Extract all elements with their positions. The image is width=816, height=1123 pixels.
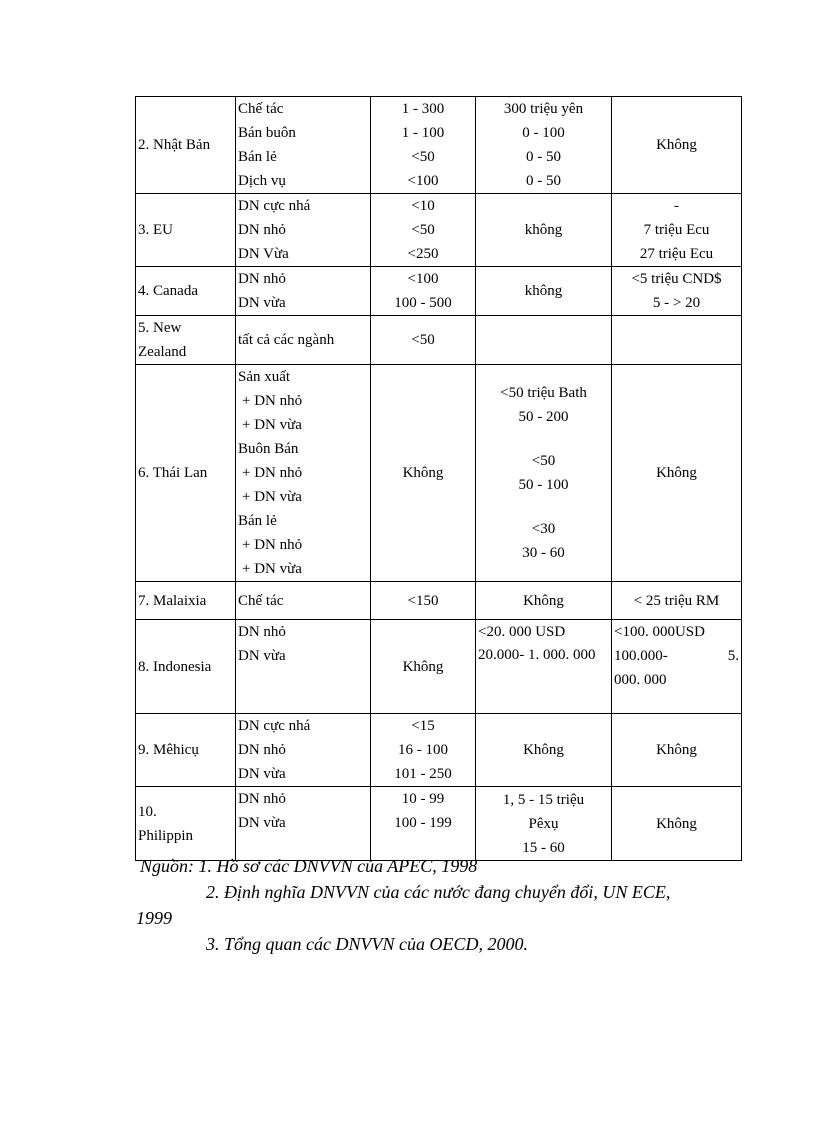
employees-value: <250 — [407, 246, 439, 262]
table-row — [136, 714, 742, 787]
country-cell — [136, 267, 236, 316]
country-name: 3. EU — [138, 222, 173, 238]
sector-label: tất cả các ngành — [238, 332, 335, 348]
employees-cell — [371, 316, 476, 365]
sector-label: Bán buôn — [238, 125, 296, 141]
turnover-value: < 25 triệu RM — [633, 592, 720, 609]
capital-value: 30 - 60 — [522, 545, 565, 561]
employees-value: 16 - 100 — [398, 742, 448, 758]
turnover-cell — [612, 194, 742, 267]
sector-cell — [236, 97, 371, 194]
sector-label: DN cực nhá — [238, 198, 311, 214]
sector-label: Sản xuất — [238, 369, 291, 385]
sector-cell — [236, 267, 371, 316]
capital-value: không — [524, 283, 563, 299]
capital-value: không — [524, 222, 563, 238]
table-row — [136, 620, 742, 714]
capital-cell — [476, 316, 612, 365]
turnover-value: <100. 000USD — [614, 624, 705, 640]
sector-label: Chế tác — [238, 101, 284, 117]
capital-cell — [476, 267, 612, 316]
employees-value: <15 — [411, 718, 435, 734]
turnover-value: <5 triệu CND$ — [631, 271, 722, 287]
employees-value: 101 - 250 — [394, 766, 452, 782]
employees-value: 1 - 100 — [401, 125, 445, 141]
table-row — [136, 267, 742, 316]
capital-value: 0 - 50 — [526, 173, 561, 189]
turnover-value: - — [674, 198, 679, 214]
turnover-range — [614, 644, 739, 668]
source-line: 3. Tổng quan các DNVVN của OECD, 2000. — [206, 934, 528, 954]
sector-label: Bán lẻ — [238, 149, 277, 165]
sector-label: DN vừa — [238, 766, 286, 782]
source-line: Nguồn: 1. Hồ sơ các DNVVN của APEC, 1998 — [140, 856, 478, 876]
sector-cell — [236, 316, 371, 365]
turnover-cell — [612, 97, 742, 194]
country-cell — [136, 97, 236, 194]
capital-value: 15 - 60 — [522, 839, 565, 856]
country-name: 10. — [138, 803, 157, 820]
sector-label: + DN nhỏ — [242, 465, 303, 481]
table-row — [136, 194, 742, 267]
sector-label: + DN vừa — [242, 489, 302, 505]
turnover-cell — [612, 365, 742, 582]
turnover-value: Không — [656, 465, 697, 481]
country-cell — [136, 582, 236, 620]
spacer — [478, 497, 609, 517]
capital-cell — [476, 194, 612, 267]
employees-value: <100 — [407, 271, 439, 287]
sector-label: DN nhỏ — [238, 271, 286, 287]
country-cell — [136, 714, 236, 787]
sector-label: Bán lẻ — [238, 513, 277, 529]
capital-value: Không — [523, 742, 564, 758]
capital-value: <20. 000 USD — [478, 624, 566, 640]
source-line: 2. Định nghĩa DNVVN của các nước đang chuyển đổi, UN ECE, — [206, 882, 671, 902]
capital-value: 20.000- 1. 000. 000 — [478, 647, 596, 663]
capital-cell — [476, 787, 612, 861]
country-cell — [136, 316, 236, 365]
table-row — [136, 582, 742, 620]
sme-definition-table — [135, 96, 742, 861]
turnover-cell — [612, 582, 742, 620]
capital-cell — [476, 582, 612, 620]
sector-cell — [236, 714, 371, 787]
turnover-value: 5. — [727, 648, 739, 664]
country-name: 4. Canada — [138, 283, 198, 299]
country-name: 6. Thái Lan — [138, 465, 208, 481]
sector-label: DN vừa — [238, 648, 286, 664]
employees-value: <50 — [411, 222, 435, 238]
capital-value: 50 - 200 — [518, 409, 569, 425]
employees-cell — [371, 582, 476, 620]
country-name: Zealand — [138, 344, 187, 360]
sector-label: Buôn Bán — [238, 441, 299, 457]
employees-cell — [371, 97, 476, 194]
turnover-cell — [612, 267, 742, 316]
sector-label: DN vừa — [238, 295, 286, 311]
turnover-value: 27 triệu Ecu — [639, 246, 714, 262]
capital-cell — [476, 620, 612, 714]
sector-label: DN vừa — [238, 815, 286, 831]
employees-value: <50 — [411, 149, 435, 165]
employees-cell — [371, 714, 476, 787]
employees-cell — [371, 365, 476, 582]
country-cell — [136, 365, 236, 582]
sector-label: + DN vừa — [242, 561, 302, 577]
employees-value: 100 - 500 — [394, 295, 452, 311]
table-row — [136, 97, 742, 194]
capital-value: 1, 5 - 15 triệu — [502, 791, 585, 808]
capital-value: <50 triệu Bath — [500, 385, 587, 401]
employees-value: <150 — [407, 592, 439, 609]
sources-note — [136, 853, 740, 957]
country-name: Philippin — [138, 827, 194, 844]
spacer — [478, 429, 609, 449]
capital-value: 0 - 50 — [526, 149, 561, 165]
employees-value: <50 — [411, 332, 435, 348]
sector-label: DN nhỏ — [238, 222, 286, 238]
sector-label: + DN nhỏ — [242, 537, 303, 553]
sector-cell — [236, 365, 371, 582]
country-name: 8. Indonesia — [138, 658, 212, 675]
country-name: 7. Malaixia — [138, 592, 207, 609]
country-cell — [136, 194, 236, 267]
capital-cell — [476, 97, 612, 194]
sector-label: + DN nhỏ — [242, 393, 303, 409]
capital-value: <50 — [531, 453, 556, 469]
employees-cell — [371, 194, 476, 267]
turnover-cell — [612, 787, 742, 861]
employees-value: 100 - 199 — [394, 815, 452, 831]
capital-value: 50 - 100 — [518, 477, 569, 493]
employees-value: 10 - 99 — [401, 791, 445, 807]
capital-cell — [476, 714, 612, 787]
sector-label: + DN vừa — [242, 417, 302, 433]
country-name: 5. New — [138, 320, 182, 336]
country-name: 2. Nhật Bản — [138, 137, 211, 153]
sector-cell — [236, 582, 371, 620]
turnover-value: Không — [656, 742, 697, 758]
capital-value: Pêxụ — [528, 815, 559, 832]
sector-cell — [236, 787, 371, 861]
turnover-value: 7 triệu Ecu — [643, 222, 710, 238]
turnover-value: 5 - > 20 — [652, 295, 701, 311]
country-cell — [136, 620, 236, 714]
sector-label: DN nhỏ — [238, 624, 286, 640]
turnover-value: Không — [656, 815, 697, 832]
table-row — [136, 316, 742, 365]
sector-label: Dịch vụ — [238, 173, 286, 189]
employees-cell — [371, 787, 476, 861]
sector-label: DN nhỏ — [238, 742, 286, 758]
turnover-value: 100.000- — [614, 648, 668, 664]
employees-cell — [371, 267, 476, 316]
employees-value: <10 — [411, 198, 435, 214]
turnover-cell — [612, 316, 742, 365]
employees-cell — [371, 620, 476, 714]
source-line: 1999 — [136, 908, 172, 928]
capital-value: <30 — [531, 521, 556, 537]
employees-value: Không — [402, 658, 444, 675]
turnover-value: Không — [656, 137, 697, 153]
turnover-value: 000. 000 — [614, 672, 667, 688]
sector-label: DN cực nhá — [238, 718, 311, 734]
capital-cell — [476, 365, 612, 582]
table-row — [136, 365, 742, 582]
capital-value: Không — [523, 592, 564, 609]
employees-value: 1 - 300 — [401, 101, 445, 117]
sector-label: Chế tác — [238, 592, 284, 609]
employees-value: <100 — [407, 173, 439, 189]
sector-cell — [236, 620, 371, 714]
sector-cell — [236, 194, 371, 267]
table-row — [136, 787, 742, 861]
country-cell — [136, 787, 236, 861]
turnover-cell — [612, 714, 742, 787]
sector-label: DN nhỏ — [238, 791, 286, 807]
capital-value: 300 triệu yên — [503, 101, 584, 117]
turnover-cell — [612, 620, 742, 714]
country-name: 9. Mêhicụ — [138, 742, 199, 758]
sector-label: DN Vừa — [238, 246, 289, 262]
employees-value: Không — [402, 465, 444, 481]
capital-value: 0 - 100 — [522, 125, 565, 141]
